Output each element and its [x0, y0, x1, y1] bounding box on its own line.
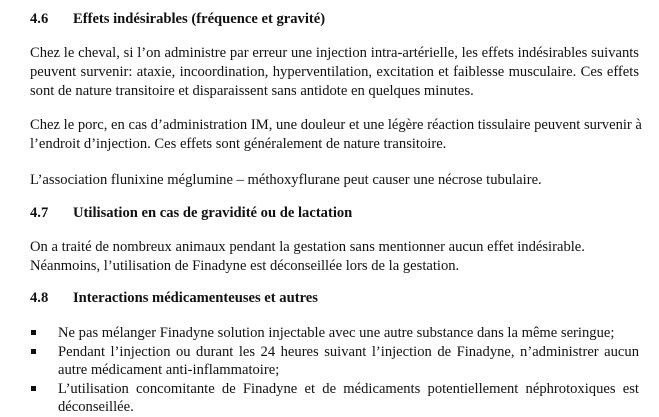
- paragraph-pig-effects: [30, 116, 642, 154]
- square-bullet-icon: [31, 349, 36, 354]
- text-line: Pendant l’injection ou durant les 24 heures suivant l’injection de Finadyne, n’administrer aucun: [58, 343, 639, 360]
- text-line: peuvent survenir: ataxie, incoordination, hyperventilation, excitation et faiblesse musculaire. Ces effets: [30, 64, 639, 80]
- square-bullet-icon: [31, 386, 36, 391]
- list-item: [30, 324, 639, 343]
- text-line: Chez le porc, en cas d’administration IM, une douleur et une légère réaction tissulaire peuvent survenir à: [30, 117, 642, 133]
- paragraph-association: [30, 171, 639, 190]
- square-bullet-icon: [31, 330, 36, 335]
- text-line: L’utilisation concomitante de Finadyne et de médicaments potentiellement néphrotoxiques est: [58, 380, 639, 397]
- text-line: Néanmoins, l’utilisation de Finadyne est déconseillée lors de la gestation.: [30, 258, 460, 274]
- list-item: [30, 343, 639, 380]
- paragraph-gestation: [30, 238, 639, 276]
- section-number: 4.6: [30, 11, 49, 27]
- section-number: 4.7: [30, 205, 49, 221]
- text-line: Ne pas mélanger Finadyne solution injectable avec une autre substance dans la même seringue;: [58, 325, 615, 341]
- text-line: Chez le cheval, si l’on administre par erreur une injection intra-artérielle, les effets indésirables suivants: [30, 45, 639, 61]
- text-line: autre médicament anti-inflammatoire;: [58, 362, 280, 378]
- section-number: 4.8: [30, 290, 49, 306]
- text-line: l’endroit d’injection. Ces effets sont généralement de nature transitoire.: [30, 136, 447, 152]
- paragraph-horse-effects: [30, 44, 639, 101]
- text-line: déconseillée.: [58, 399, 134, 415]
- list-item: [30, 380, 639, 417]
- section-title: Utilisation en cas de gravidité ou de lactation: [73, 205, 353, 221]
- section-heading-4-8: [30, 290, 318, 307]
- section-title: Interactions médicamenteuses et autres: [73, 290, 318, 306]
- text-line: On a traité de nombreux animaux pendant la gestation sans mentionner aucun effet indésirable.: [30, 239, 585, 255]
- section-heading-4-6: [30, 11, 325, 28]
- text-line: sont de nature transitoire et disparaissent sans antidote en quelques minutes.: [30, 83, 474, 99]
- text-line: L’association flunixine méglumine – méthoxyflurane peut causer une nécrose tubulaire.: [30, 172, 542, 188]
- section-heading-4-7: [30, 205, 352, 222]
- interactions-list: [30, 324, 639, 417]
- section-title: Effets indésirables (fréquence et gravité): [73, 11, 326, 27]
